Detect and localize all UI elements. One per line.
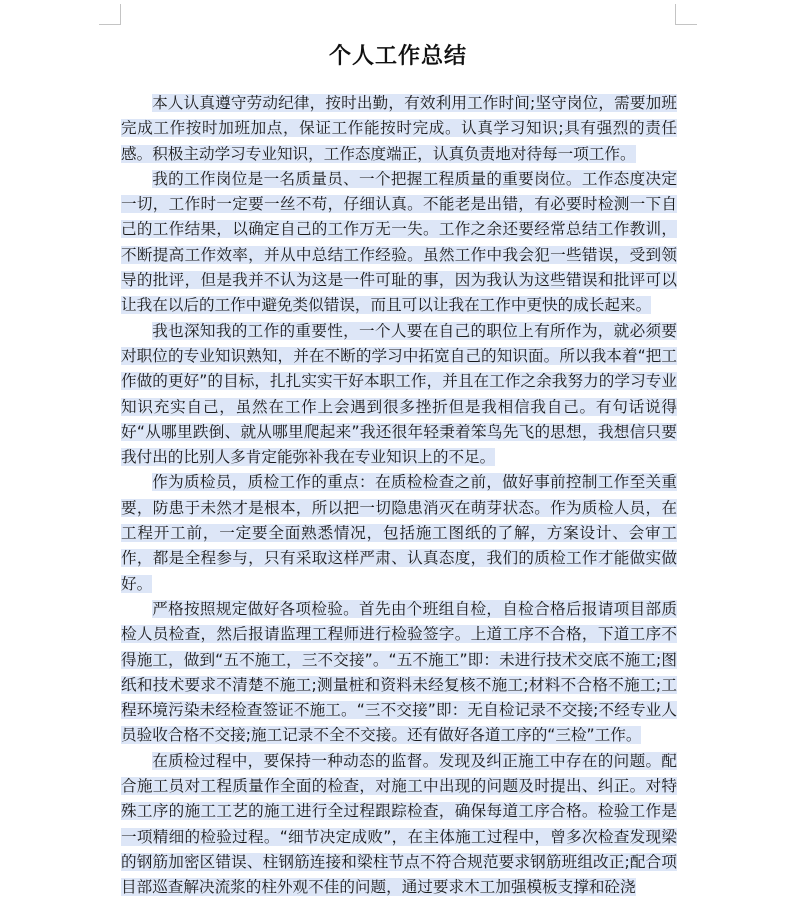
paragraph-1	[121, 91, 677, 167]
paragraph-2	[121, 167, 677, 319]
paragraph-6-text: 在质检过程中，要保持一种动态的监督。发现及纠正施工中存在的问题。配合施工员对工程质量作全面的检查，对施工中出现的问题及时提出、纠正。对特殊工序的施工工艺的施工进行全过程跟踪检查，确保每道工序合格。检验工作是一项精细的检验过程。“细节决定成败”，在主体施工过程中，曾多次检查发现梁的钢筋加密区错误、柱钢筋连接和梁柱节点不符合规范要求钢筋班组改正;配合项目部巡查解决流浆的柱外观不佳的问题，通过要求木工加强模板支撑和砼浇	[121, 751, 677, 897]
paragraph-4	[121, 470, 677, 596]
crop-mark-top-left-horizontal	[99, 24, 121, 25]
document-title: 个人工作总结	[328, 43, 467, 69]
crop-mark-top-right-horizontal	[675, 24, 697, 25]
paragraph-1-text: 本人认真遵守劳动纪律，按时出勤，有效利用工作时间;坚守岗位，需要加班完成工作按时加班加点，保证工作能按时完成。认真学习知识;具有强烈的责任感。积极主动学习专业知识，工作态度端正，认真负责地对待每一项工作。	[121, 94, 677, 163]
paragraph-4-text: 作为质检员，质检工作的重点：在质检检查之前，做好事前控制工作至关重要，防患于未然才是根本，所以把一切隐患消灭在萌芽状态。作为质检人员，在工程开工前，一定要全面熟悉情况，包括施工图纸的了解，方案设计、会审工作，都是全程参与，只有采取这样严肃、认真态度，我们的质检工作才能做实做好。	[121, 473, 677, 593]
crop-mark-top-right-vertical	[675, 4, 676, 25]
paragraph-2-text: 我的工作岗位是一名质量员、一个把握工程质量的重要岗位。工作态度决定一切，工作时一定要一丝不苟，仔细认真。不能老是出错，有必要时检测一下自己的工作结果，以确定自己的工作万无一失。工作之余还要经常总结工作教训，不断提高工作效率，并从中总结工作经验。虽然工作中我会犯一些错误，受到领导的批评，但是我并不认为这是一件可耻的事，因为我认为这些错误和批评可以让我在以后的工作中避免类似错误，而且可以让我在工作中更快的成长起来。	[121, 169, 677, 315]
document-body	[121, 91, 677, 901]
paragraph-3	[121, 319, 677, 471]
crop-mark-top-left-vertical	[120, 4, 121, 25]
paragraph-3-text: 我也深知我的工作的重要性，一个人要在自己的职位上有所作为，就必须要对职位的专业知识熟知，并在不断的学习中拓宽自己的知识面。所以我本着“把工作做的更好”的目标，扎扎实实干好本职工作，并且在工作之余我努力的学习专业知识充实自己，虽然在工作上会遇到很多挫折但是我相信我自己。有句话说得好“从哪里跌倒、就从哪里爬起来”我还很年轻秉着笨鸟先飞的思想，我想信只要我付出的比别人多肯定能弥补我在专业知识上的不足。	[121, 321, 677, 467]
paragraph-5-text: 严格按照规定做好各项检验。首先由个班组自检，自检合格后报请项目部质检人员检查，然后报请监理工程师进行检验签字。上道工序不合格，下道工序不得施工，做到“五不施工，三不交接”。“五不施工”即：未进行技术交底不施工;图纸和技术要求不清楚不施工;测量桩和资料未经复核不施工;材料不合格不施工;工程环境污染未经检查签证不施工。“三不交接”即：无自检记录不交接;不经专业人员验收合格不交接;施工记录不全不交接。还有做好各道工序的“三检”工作。	[121, 599, 677, 745]
paragraph-6	[121, 749, 677, 901]
paragraph-5	[121, 597, 677, 749]
